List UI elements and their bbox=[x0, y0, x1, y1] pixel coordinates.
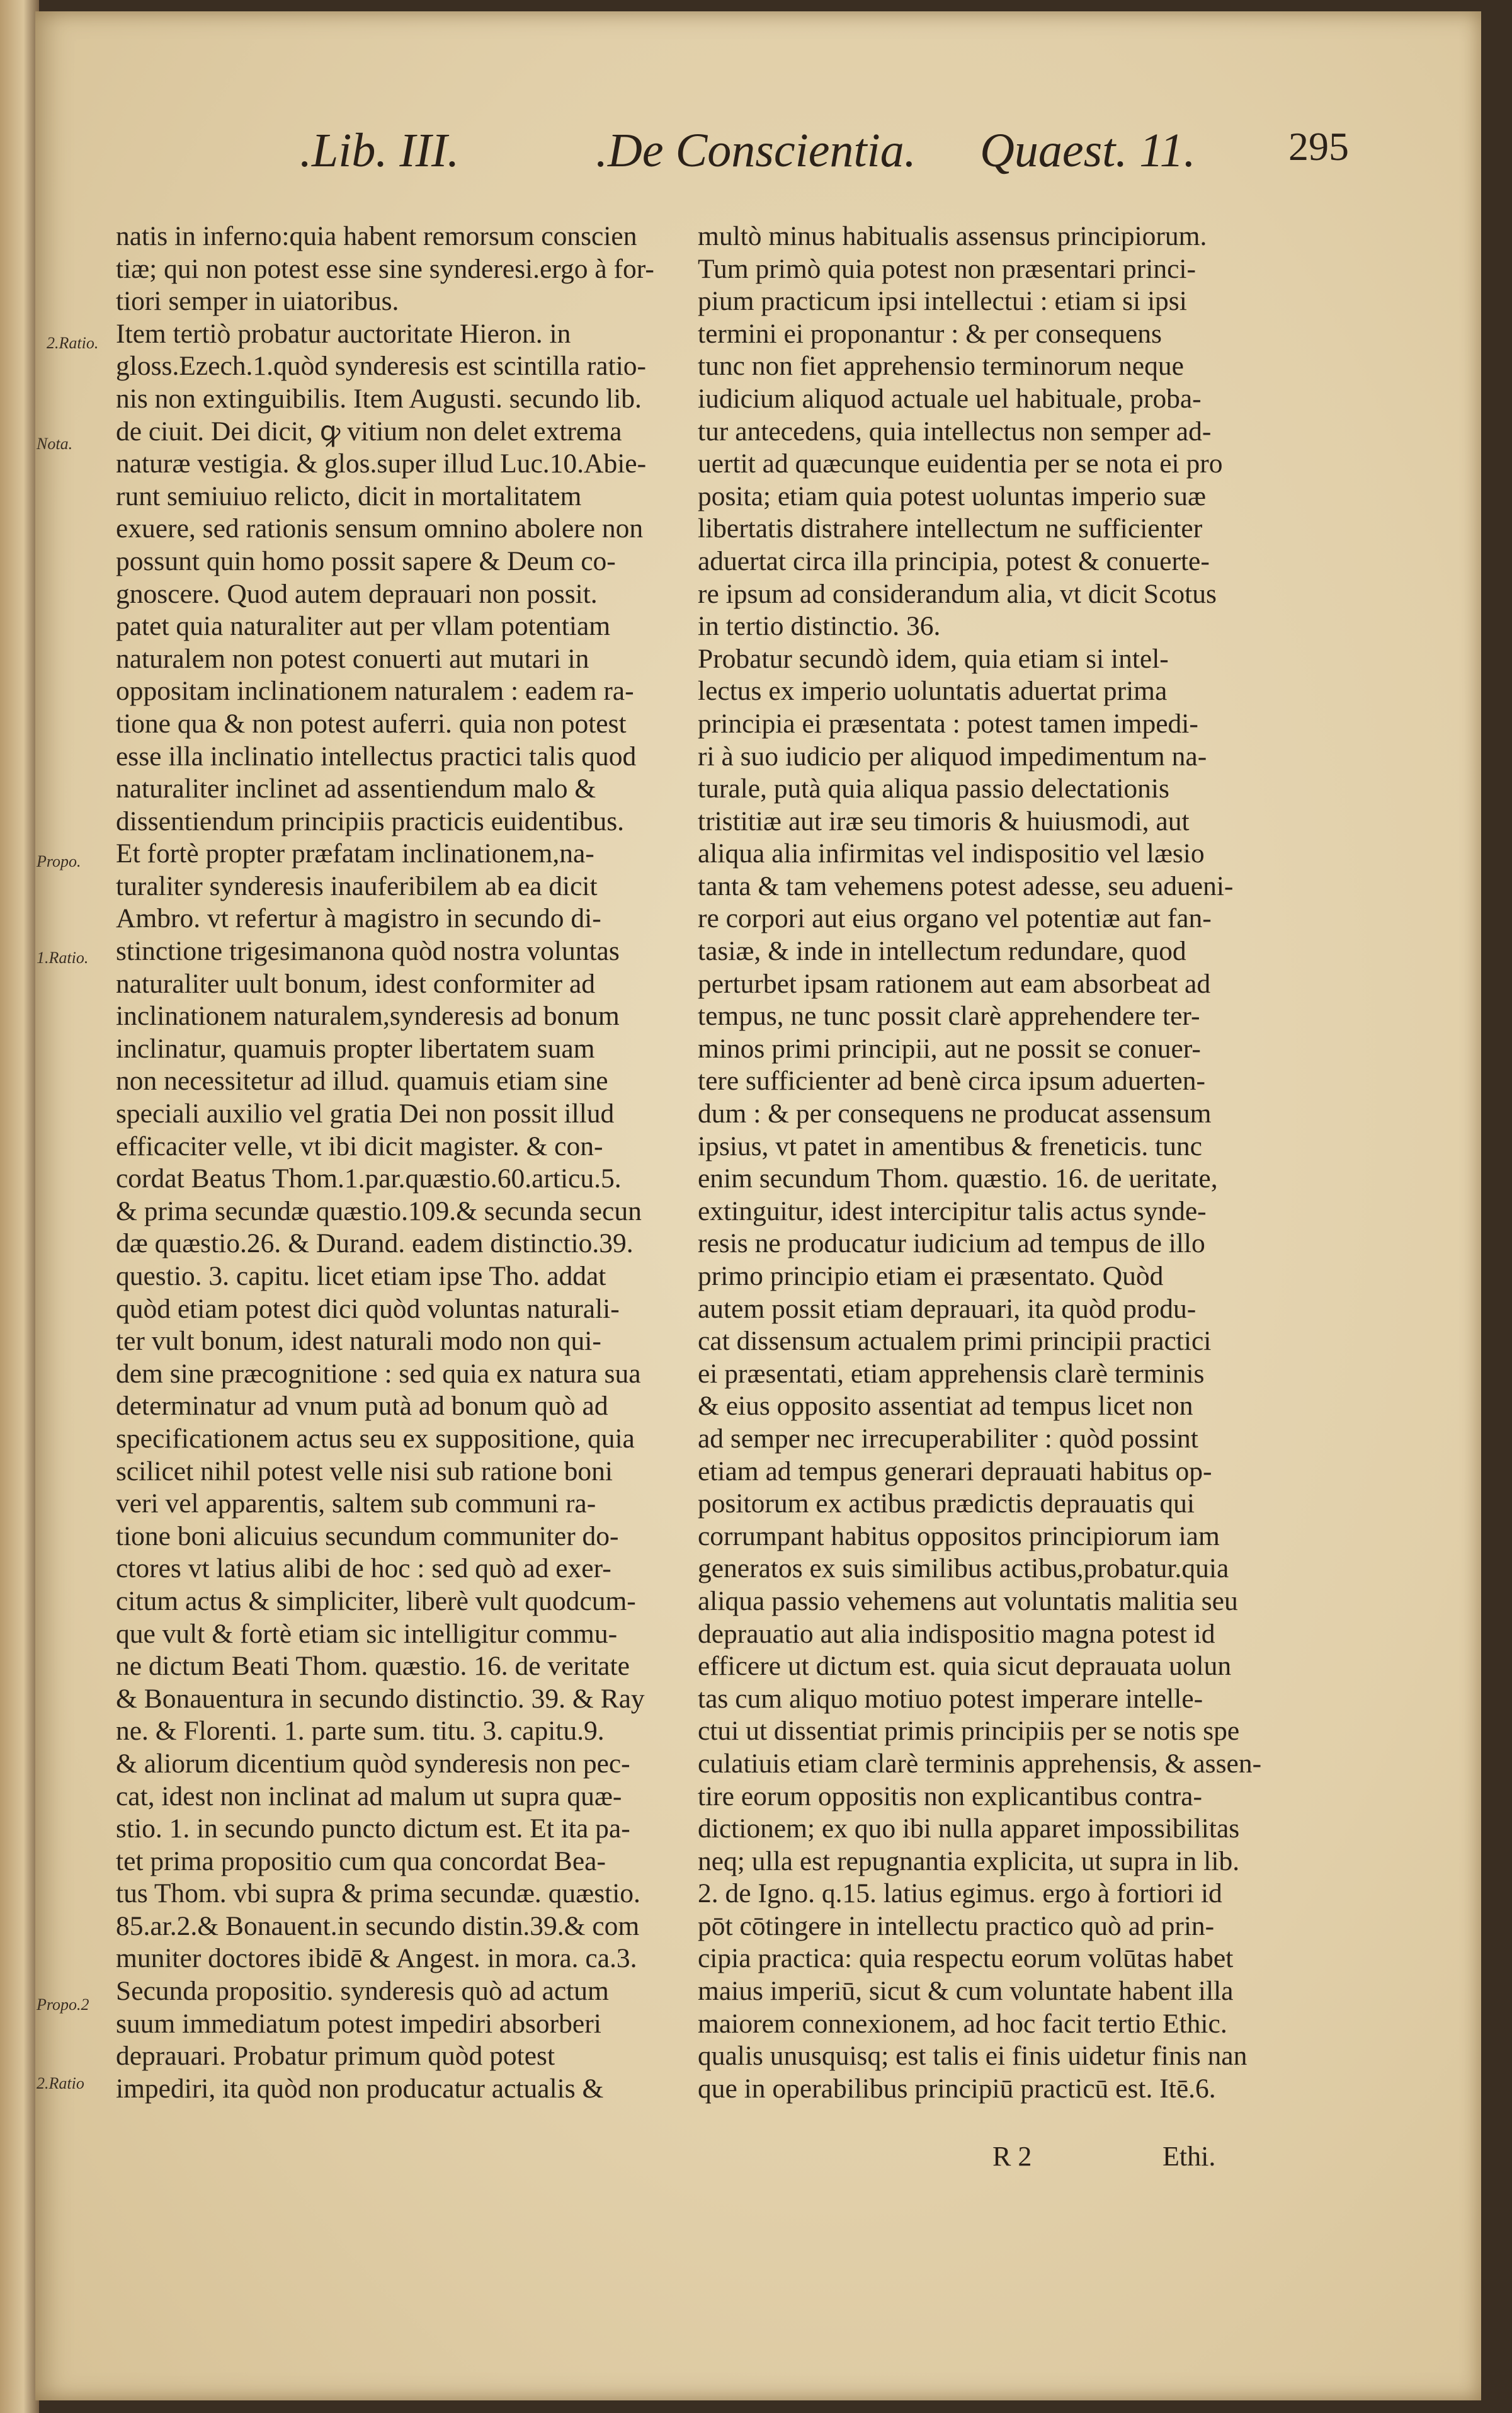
text-line: tiæ; qui non potest esse sine synderesi.ergo à for- bbox=[116, 253, 654, 284]
text-line: efficere ut dictum est. quia sicut deprauata uolun bbox=[698, 1651, 1232, 1682]
text-line: qualis unusquisq; est talis ei finis uidetur finis nan bbox=[698, 2041, 1248, 2072]
running-header bbox=[105, 123, 1427, 193]
text-line: stio. 1. in secundo puncto dictum est. Et ita pa- bbox=[116, 1813, 630, 1844]
text-line: 85.ar.2.& Bonauent.in secundo distin.39.& com bbox=[116, 1910, 640, 1941]
text-line: suum immediatum potest impediri absorberi bbox=[116, 2008, 601, 2039]
text-line: cipia practica: quia respectu eorum volūtas habet bbox=[698, 1943, 1234, 1974]
text-line: & eius opposito assentiat ad tempus licet non bbox=[698, 1391, 1193, 1422]
text-line: primo principio etiam ei præsentato. Quòd bbox=[698, 1261, 1164, 1291]
margin-note: Propo. bbox=[37, 852, 81, 870]
text-line: tas cum aliquo motiuo potest imperare intelle- bbox=[698, 1683, 1203, 1714]
text-line: naturaliter inclinet ad assentiendum malo & bbox=[116, 773, 596, 804]
left-text-column bbox=[116, 220, 670, 2105]
text-line: que in operabilibus principiū practicū est. Itē.6. bbox=[698, 2073, 1216, 2104]
text-line: ter vult bonum, idest naturali modo non qui- bbox=[116, 1326, 601, 1357]
text-line: tione boni alicuius secundum communiter do- bbox=[116, 1520, 619, 1551]
text-line: ne dictum Beati Thom. quæstio. 16. de veritate bbox=[116, 1651, 630, 1682]
text-line: cat dissensum actualem primi principii practici bbox=[698, 1326, 1212, 1357]
text-line: questio. 3. capitu. licet etiam ipse Tho. addat bbox=[116, 1261, 606, 1291]
text-line: posita; etiam quia potest uoluntas imperio suæ bbox=[698, 481, 1207, 511]
text-line: Item tertiò probatur auctoritate Hieron. in bbox=[116, 318, 571, 349]
text-line: quòd etiam potest dici quòd voluntas naturali- bbox=[116, 1293, 620, 1324]
text-line: gnoscere. Quod autem deprauari non possit. bbox=[116, 578, 598, 609]
text-line: iudicium aliquod actuale uel habituale, proba- bbox=[698, 383, 1202, 414]
text-line: muniter doctores ibidē & Angest. in mora. ca.3. bbox=[116, 1943, 637, 1974]
text-line: turaliter synderesis inauferibilem ab ea dicit bbox=[116, 870, 598, 901]
text-line: naturalem non potest conuerti aut mutari in bbox=[116, 643, 589, 674]
text-line: inclinatur, quamuis propter libertatem suam bbox=[116, 1033, 595, 1064]
header-title: .De Conscientia. bbox=[596, 124, 916, 177]
text-line: aliqua alia infirmitas vel indispositio vel læsio bbox=[698, 838, 1205, 869]
text-line: runt semiuiuo relicto, dicit in mortalitatem bbox=[116, 481, 582, 511]
text-line: dem sine præcognitione : sed quia ex natura sua bbox=[116, 1358, 641, 1389]
text-line: inclinationem naturalem,synderesis ad bonum bbox=[116, 1001, 620, 1032]
text-line: naturaliter uult bonum, idest conformiter ad bbox=[116, 968, 596, 999]
text-line: natis in inferno:quia habent remorsum conscien bbox=[116, 221, 637, 251]
text-line: in tertio distinctio. 36. bbox=[698, 611, 941, 642]
text-line: deprauari. Probatur primum quòd potest bbox=[116, 2041, 555, 2072]
text-line: autem possit etiam deprauari, ita quòd produ- bbox=[698, 1293, 1197, 1324]
text-line: enim secundum Thom. quæstio. 16. de ueritate, bbox=[698, 1163, 1218, 1194]
margin-note: Nota. bbox=[37, 435, 73, 453]
text-line: citum actus & simpliciter, liberè vult quodcum- bbox=[116, 1585, 636, 1616]
text-line: extinguitur, idest intercipitur talis actus synde- bbox=[698, 1195, 1207, 1226]
text-line: esse illa inclinatio intellectus practici talis quod bbox=[116, 741, 637, 772]
header-book-number: .Lib. III. bbox=[300, 124, 460, 177]
text-line: tunc non fiet apprehensio terminorum neque bbox=[698, 351, 1184, 382]
text-line: minos primi principii, aut ne possit se conuer- bbox=[698, 1033, 1201, 1064]
text-line: ipsius, vt patet in amentibus & freneticis. tunc bbox=[698, 1131, 1202, 1161]
text-line: deprauatio aut alia indispositio magna potest id bbox=[698, 1618, 1215, 1649]
signature-mark: R 2 bbox=[992, 2141, 1032, 2172]
text-line: termini ei proponantur : & per consequens bbox=[698, 318, 1162, 349]
previous-page-edge bbox=[0, 0, 39, 2413]
text-line: lectus ex imperio uoluntatis aduertat prima bbox=[698, 676, 1168, 707]
text-line: ne. & Florenti. 1. parte sum. titu. 3. capitu.9. bbox=[116, 1716, 605, 1747]
margin-note: Propo.2 bbox=[37, 1995, 89, 2014]
text-line: & Bonauentura in secundo distinctio. 39. & Ray bbox=[116, 1683, 645, 1714]
text-line: Ambro. vt refertur à magistro in secundo di- bbox=[116, 903, 601, 934]
text-line: ctui ut dissentiat primis principiis per se notis spe bbox=[698, 1716, 1240, 1747]
text-line: ei præsentati, etiam apprehensis clarè terminis bbox=[698, 1358, 1205, 1389]
text-line: dum : & per consequens ne producat assensum bbox=[698, 1098, 1212, 1129]
text-line: Tum primò quia potest non præsentari princi- bbox=[698, 253, 1196, 284]
text-line: ad semper nec irrecuperabiliter : quòd possint bbox=[698, 1423, 1198, 1454]
text-line: Secunda propositio. synderesis quò ad actum bbox=[116, 1976, 609, 2007]
text-line: scilicet nihil potest velle nisi sub ratione boni bbox=[116, 1456, 613, 1486]
margin-note: 2.Ratio bbox=[37, 2074, 84, 2092]
text-line: non necessitetur ad illud. quamuis etiam sine bbox=[116, 1066, 608, 1097]
text-line: cordat Beatus Thom.1.par.quæstio.60.articu.5. bbox=[116, 1163, 622, 1194]
text-line: naturæ vestigia. & glos.super illud Luc.10.Abie- bbox=[116, 448, 647, 479]
text-line: re corpori aut eius organo vel potentiæ aut fan- bbox=[698, 903, 1212, 934]
text-line: dictionem; ex quo ibi nulla apparet impossibilitas bbox=[698, 1813, 1240, 1844]
text-line: culatiuis etiam clarè terminis apprehensis, & assen- bbox=[698, 1748, 1262, 1779]
text-line: pōt cōtingere in intellectu practico quò ad prin- bbox=[698, 1910, 1215, 1941]
text-line: specificationem actus seu ex suppositione, quia bbox=[116, 1423, 635, 1454]
text-line: resis ne producatur iudicium ad tempus de illo bbox=[698, 1228, 1205, 1259]
text-line: tere sufficienter ad benè circa ipsum aduerten- bbox=[698, 1066, 1205, 1097]
text-line: determinatur ad vnum putà ad bonum quò ad bbox=[116, 1391, 608, 1422]
text-line: tur antecedens, quia intellectus non semper ad- bbox=[698, 416, 1212, 447]
text-line: positorum ex actibus prædictis deprauatis qui bbox=[698, 1488, 1195, 1519]
text-line: Probatur secundò idem, quia etiam si intel- bbox=[698, 643, 1169, 674]
text-line: speciali auxilio vel gratia Dei non possit illud bbox=[116, 1098, 615, 1129]
text-line: pium practicum ipsi intellectui : etiam si ipsi bbox=[698, 286, 1187, 317]
text-line: re ipsum ad considerandum alia, vt dicit Scotus bbox=[698, 578, 1217, 609]
text-line: maius imperiū, sicut & cum voluntate habent illa bbox=[698, 1976, 1234, 2007]
text-line: que vult & fortè etiam sic intelligitur commu- bbox=[116, 1618, 618, 1649]
margin-note: 1.Ratio. bbox=[37, 949, 89, 967]
text-line: de ciuit. Dei dicit, ꝙ vitium non delet extrema bbox=[116, 416, 622, 447]
text-line: aduertat circa illa principia, potest & conuerte- bbox=[698, 545, 1210, 576]
text-line: impediri, ita quòd non producatur actualis & bbox=[116, 2073, 604, 2104]
catchword: Ethi. bbox=[1162, 2141, 1216, 2172]
text-line: Et fortè propter præfatam inclinationem,na- bbox=[116, 838, 594, 869]
text-line: ctores vt latius alibi de hoc : sed quò ad exer- bbox=[116, 1553, 611, 1584]
text-line: aliqua passio vehemens aut voluntatis malitia seu bbox=[698, 1585, 1238, 1616]
text-line: maiorem connexionem, ad hoc facit tertio Ethic. bbox=[698, 2008, 1227, 2039]
text-line: patet quia naturaliter aut per vllam potentiam bbox=[116, 611, 611, 642]
margin-note: 2.Ratio. bbox=[47, 334, 99, 352]
text-line: tristitiæ aut iræ seu timoris & huiusmodi, aut bbox=[698, 806, 1190, 836]
text-line: & prima secundæ quæstio.109.& secunda secun bbox=[116, 1195, 642, 1226]
text-line: efficaciter velle, vt ibi dicit magister. & con- bbox=[116, 1131, 603, 1161]
text-line: oppositam inclinationem naturalem : eadem ra- bbox=[116, 676, 634, 707]
text-line: tiori semper in uiatoribus. bbox=[116, 286, 399, 317]
text-line: 2. de Igno. q.15. latius egimus. ergo à fortiori id bbox=[698, 1878, 1222, 1909]
right-text-column bbox=[698, 220, 1296, 2105]
book-page bbox=[35, 11, 1481, 2400]
text-line: tione qua & non potest auferri. quia non potest bbox=[116, 708, 627, 739]
header-question: Quaest. 11. bbox=[980, 124, 1196, 177]
text-line: dissentiendum principiis practicis euidentibus. bbox=[116, 806, 625, 836]
text-line: tasiæ, & inde in intellectum redundare, quod bbox=[698, 936, 1186, 967]
page-number: 295 bbox=[1288, 124, 1349, 169]
text-line: gloss.Ezech.1.quòd synderesis est scintilla ratio- bbox=[116, 351, 647, 382]
text-line: perturbet ipsam rationem aut eam absorbeat ad bbox=[698, 968, 1211, 999]
text-line: turale, putà quia aliqua passio delectationis bbox=[698, 773, 1169, 804]
text-line: etiam ad tempus generari deprauati habitus op- bbox=[698, 1456, 1212, 1486]
text-line: tus Thom. vbi supra & prima secundæ. quæstio. bbox=[116, 1878, 640, 1909]
text-line: corrumpant habitus oppositos principiorum iam bbox=[698, 1520, 1220, 1551]
text-line: exuere, sed rationis sensum omnino abolere non bbox=[116, 513, 644, 544]
text-line: principia ei præsentata : potest tamen impedi- bbox=[698, 708, 1198, 739]
text-line: dæ quæstio.26. & Durand. eadem distinctio.39. bbox=[116, 1228, 634, 1259]
text-line: nis non extinguibilis. Item Augusti. secundo lib. bbox=[116, 383, 642, 414]
text-line: multò minus habitualis assensus principiorum. bbox=[698, 221, 1207, 251]
text-line: tempus, ne tunc possit clarè apprehendere ter- bbox=[698, 1001, 1200, 1032]
text-line: neq; ulla est repugnantia explicita, ut supra in lib. bbox=[698, 1845, 1240, 1876]
text-line: uertit ad quæcunque euidentia per se nota ei pro bbox=[698, 448, 1223, 479]
text-line: tanta & tam vehemens potest adesse, seu adueni- bbox=[698, 870, 1234, 901]
text-line: generatos ex suis similibus actibus,probatur.quia bbox=[698, 1553, 1229, 1584]
text-line: tet prima propositio cum qua concordat Bea- bbox=[116, 1845, 606, 1876]
text-line: libertatis distrahere intellectum ne sufficienter bbox=[698, 513, 1203, 544]
text-line: tire eorum oppositis non explicantibus contra- bbox=[698, 1781, 1202, 1811]
text-line: & aliorum dicentium quòd synderesis non pec- bbox=[116, 1748, 630, 1779]
text-line: ri à suo iudicio per aliquod impedimentum na- bbox=[698, 741, 1207, 772]
text-line: stinctione trigesimanona quòd nostra voluntas bbox=[116, 936, 620, 967]
text-line: possunt quin homo possit sapere & Deum co- bbox=[116, 545, 616, 576]
text-line: veri vel apparentis, saltem sub communi ra- bbox=[116, 1488, 596, 1519]
text-line: cat, idest non inclinat ad malum ut supra quæ- bbox=[116, 1781, 622, 1811]
